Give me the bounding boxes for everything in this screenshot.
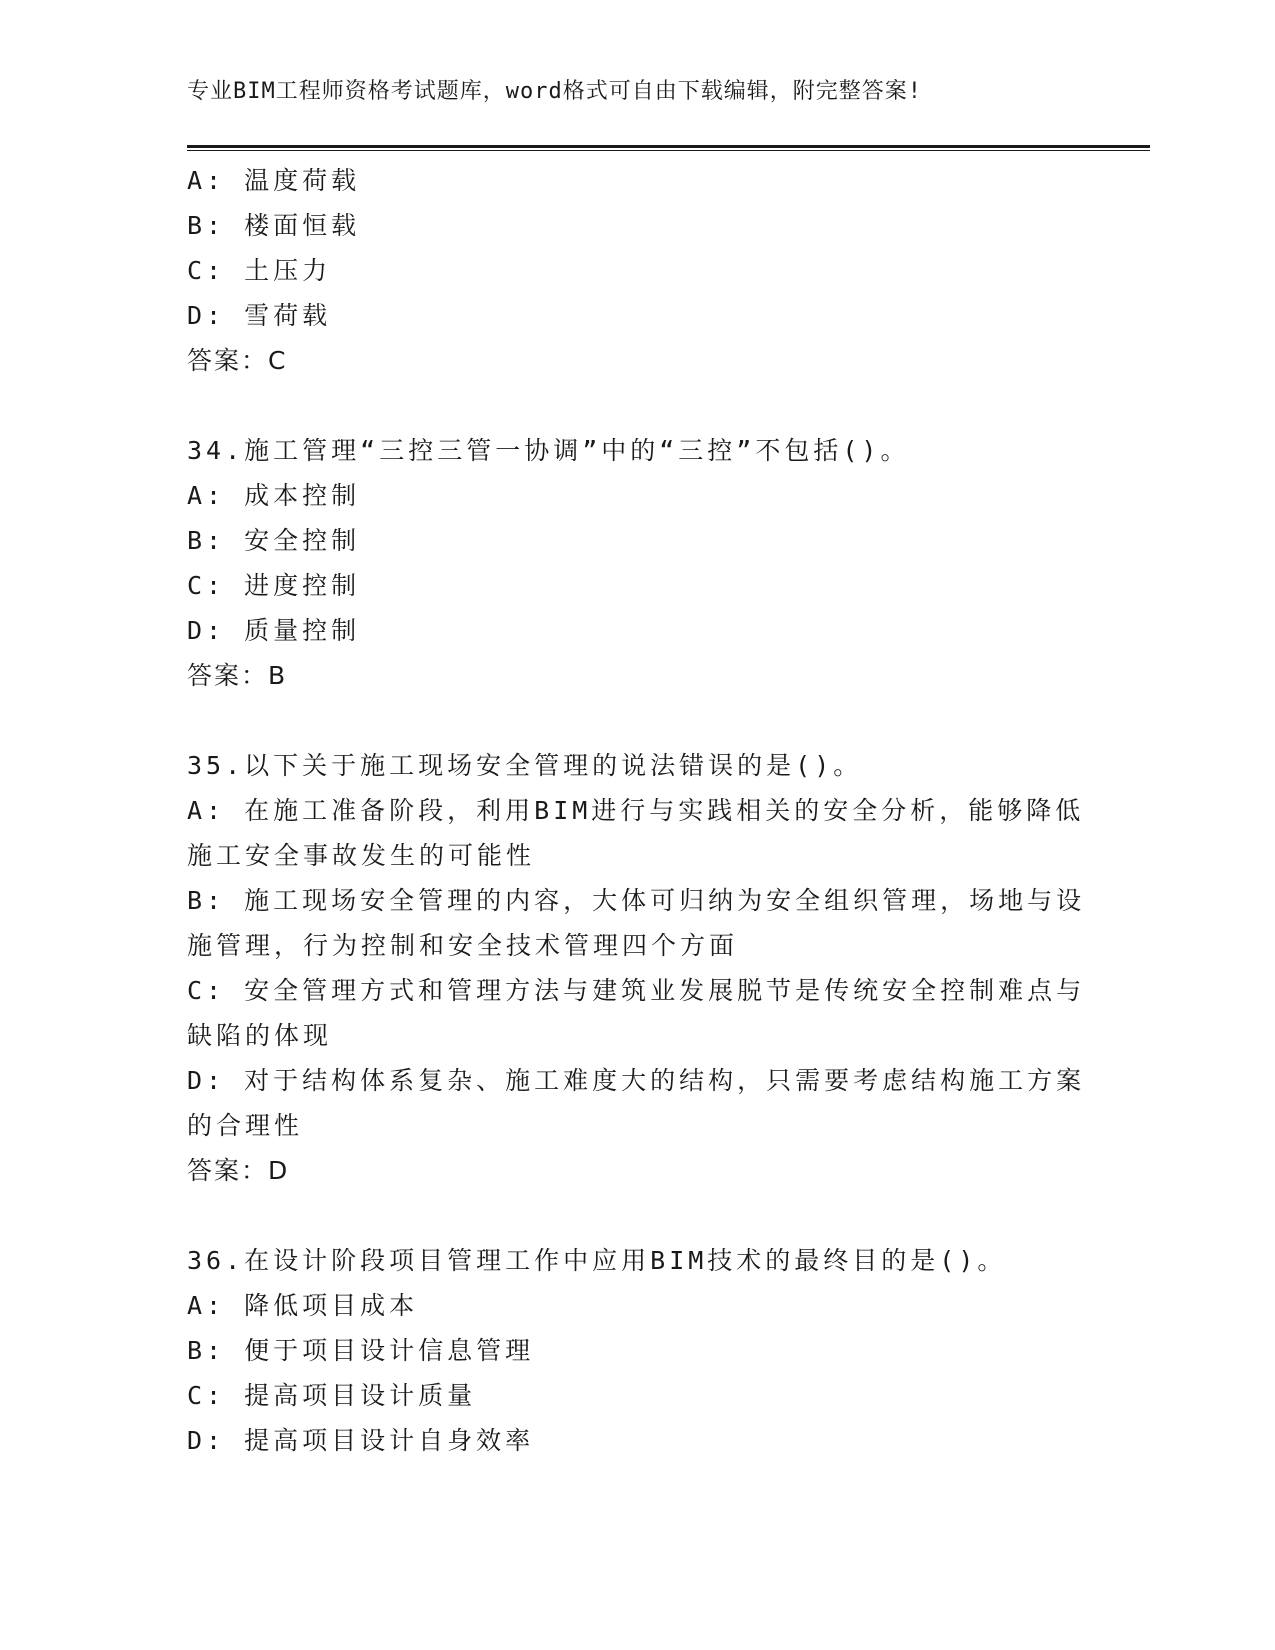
question-list (187, 158, 1087, 1463)
option-a: A: 温度荷载 (187, 166, 361, 195)
option-c: C: 安全管理方式和管理方法与建筑业发展脱节是传统安全控制难点与 (187, 976, 1086, 1005)
question-35 (187, 743, 1087, 1193)
option-b: B: 楼面恒载 (187, 211, 361, 240)
header-rule-thick (187, 145, 1150, 148)
option-b: B: 施工现场安全管理的内容，大体可归纳为安全组织管理，场地与设 (187, 886, 1086, 915)
option-c-continued: 缺陷的体现 (187, 1021, 333, 1050)
option-d: D: 质量控制 (187, 616, 361, 645)
answer: 答案：C (187, 346, 288, 375)
option-c: C: 土压力 (187, 256, 332, 285)
question-36 (187, 1238, 1087, 1463)
page-header: 专业BIM工程师资格考试题库，word格式可自由下载编辑，附完整答案! (187, 79, 922, 104)
option-a: A: 降低项目成本 (187, 1291, 419, 1320)
option-b: B: 便于项目设计信息管理 (187, 1336, 535, 1365)
option-d-continued: 的合理性 (187, 1111, 304, 1140)
spacer (187, 698, 1087, 743)
question-34 (187, 428, 1087, 698)
spacer (187, 383, 1087, 428)
option-c: C: 进度控制 (187, 571, 361, 600)
question-33 (187, 158, 1087, 383)
option-d: D: 雪荷载 (187, 301, 332, 330)
answer: 答案：D (187, 1156, 290, 1185)
option-b-continued: 施管理，行为控制和安全技术管理四个方面 (187, 931, 739, 960)
option-b: B: 安全控制 (187, 526, 361, 555)
option-d: D: 对于结构体系复杂、施工难度大的结构，只需要考虑结构施工方案 (187, 1066, 1086, 1095)
header-rule-thin (187, 150, 1150, 151)
question-text: 35.以下关于施工现场安全管理的说法错误的是()。 (187, 751, 863, 780)
option-a-continued: 施工安全事故发生的可能性 (187, 841, 536, 870)
question-text: 34.施工管理“三控三管一协调”中的“三控”不包括()。 (187, 436, 910, 465)
option-a: A: 成本控制 (187, 481, 361, 510)
option-a: A: 在施工准备阶段，利用BIM进行与实践相关的安全分析，能够降低 (187, 796, 1085, 825)
spacer (187, 1193, 1087, 1238)
question-text: 36.在设计阶段项目管理工作中应用BIM技术的最终目的是()。 (187, 1246, 1007, 1275)
answer: 答案：B (187, 661, 288, 690)
option-c: C: 提高项目设计质量 (187, 1381, 477, 1410)
option-d: D: 提高项目设计自身效率 (187, 1426, 535, 1455)
